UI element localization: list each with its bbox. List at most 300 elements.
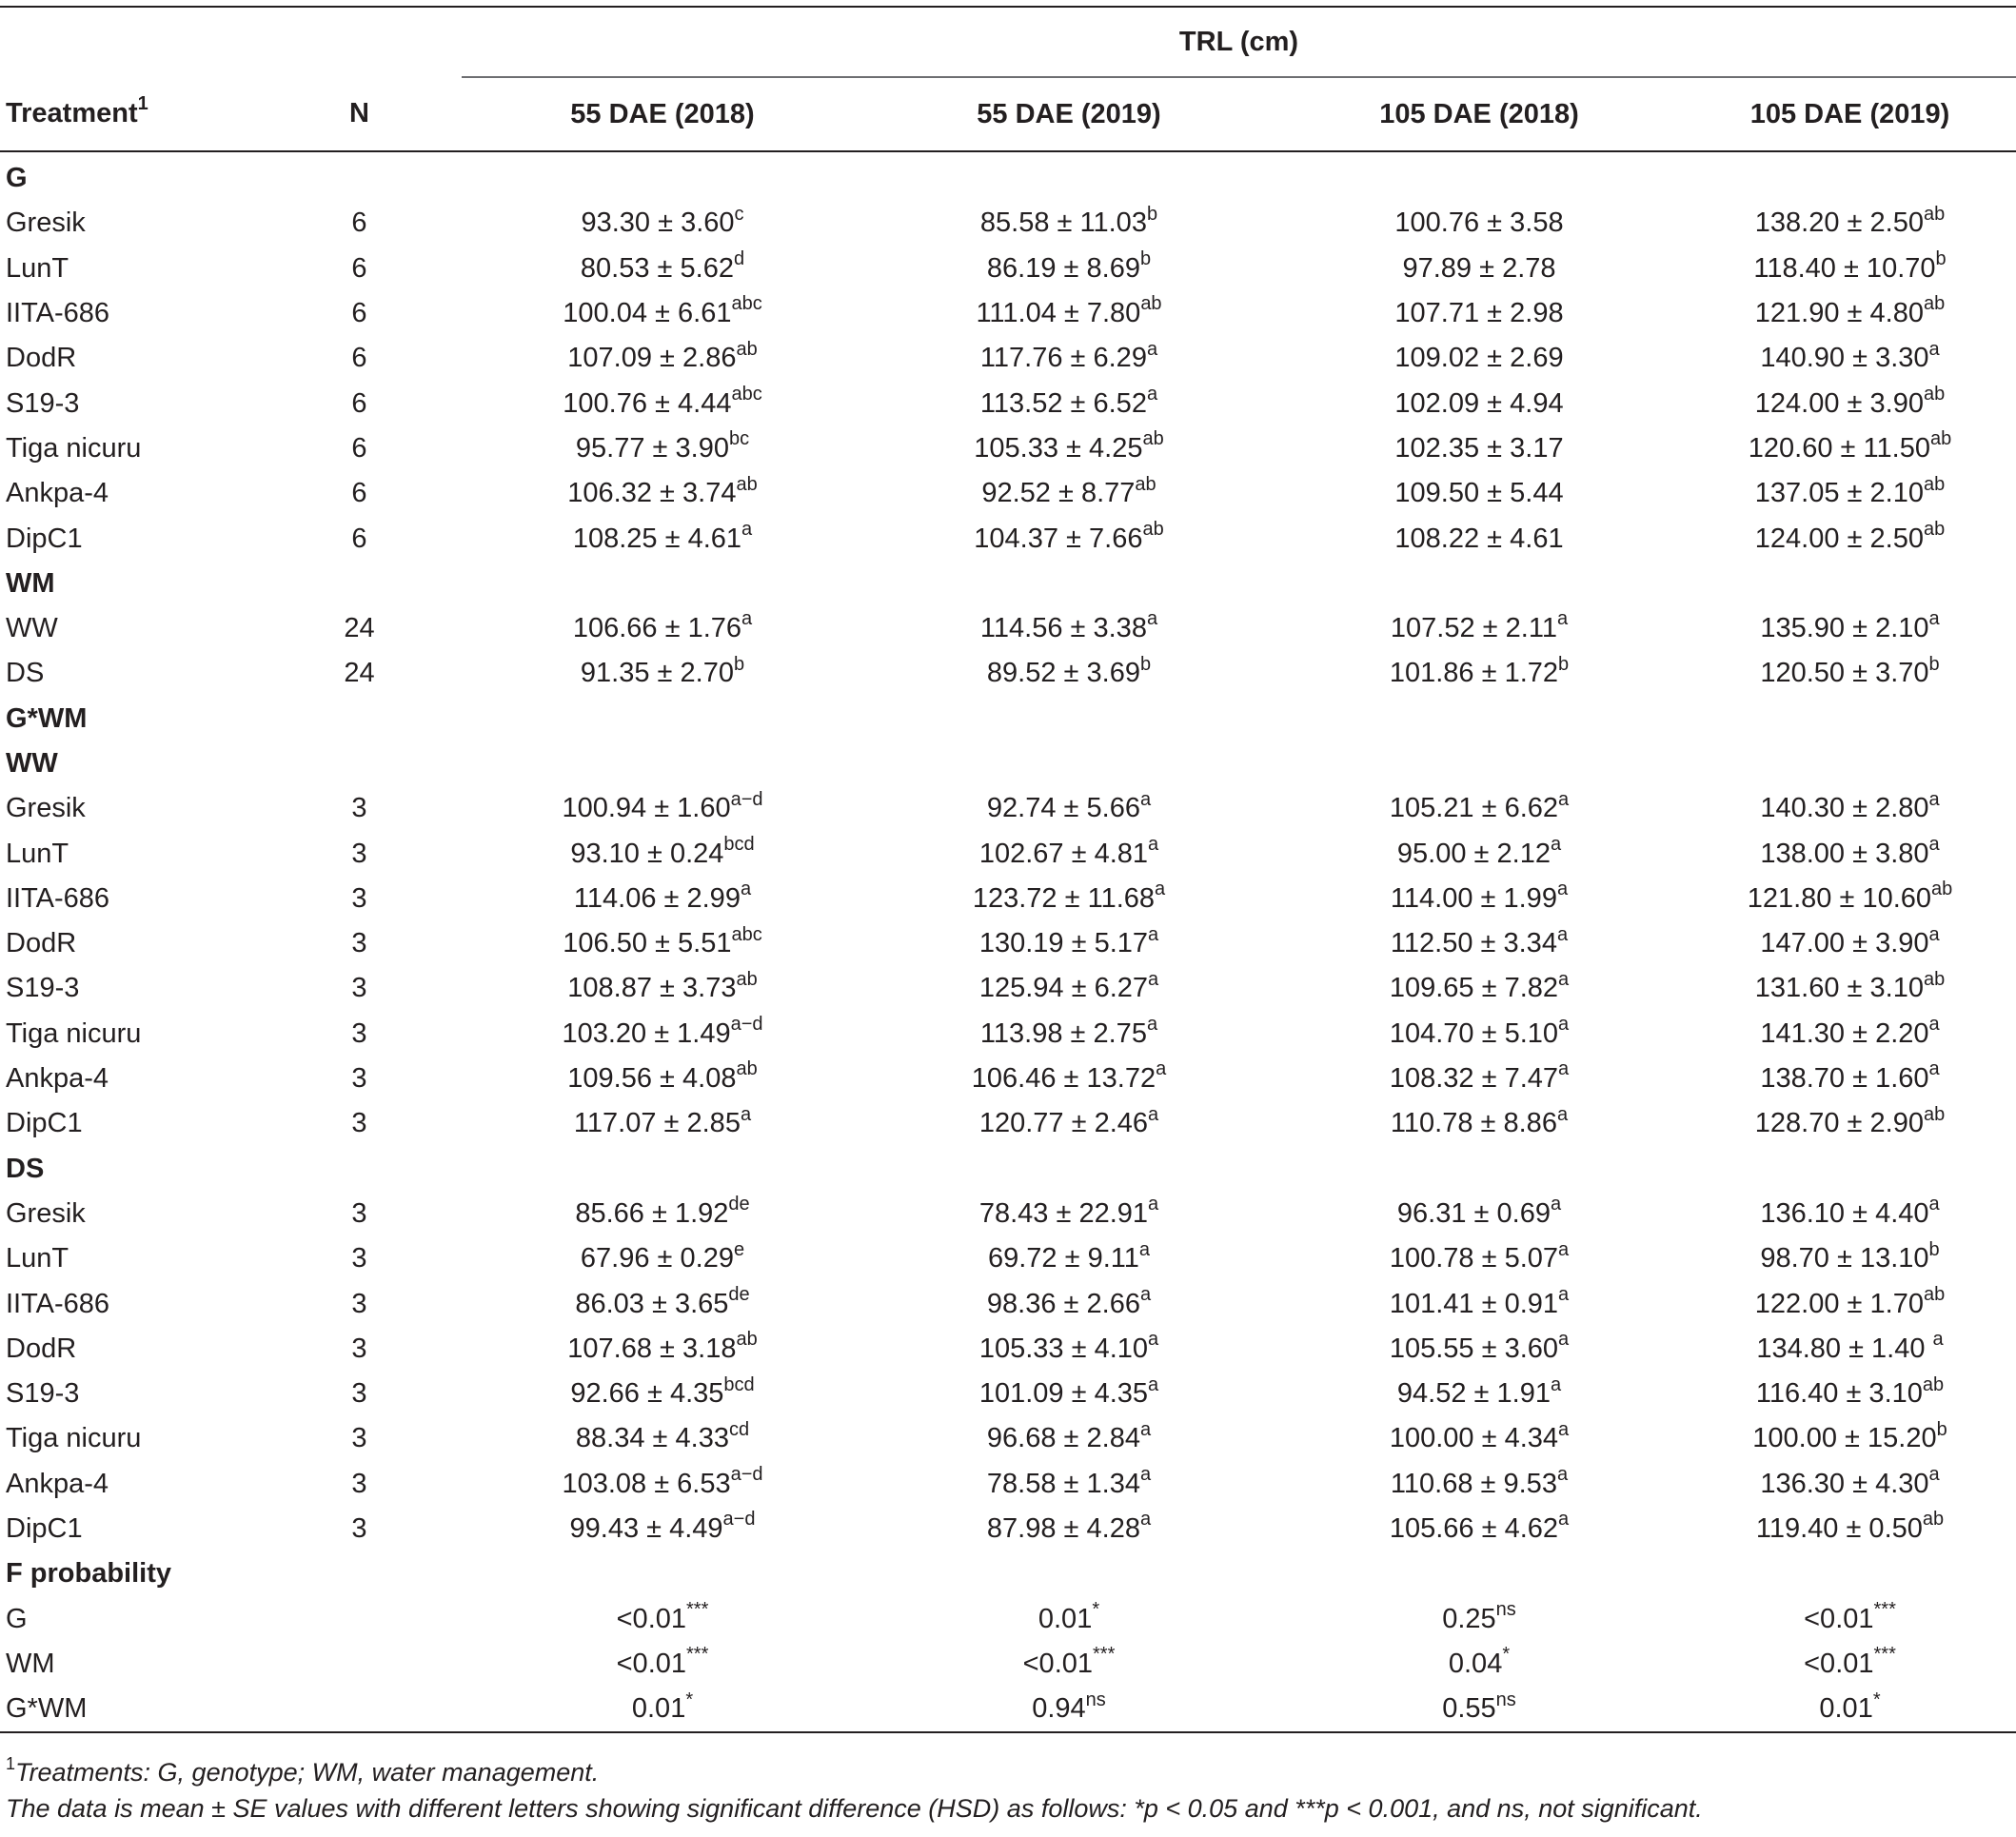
footnotes bbox=[6, 1754, 2005, 1827]
significance-superscript: de bbox=[728, 1194, 750, 1215]
value-cell bbox=[863, 426, 1275, 471]
value-text: 108.32 ± 7.47 bbox=[1389, 1063, 1559, 1095]
value-cell bbox=[1275, 831, 1684, 876]
table-row bbox=[0, 1507, 2016, 1551]
value-cell bbox=[863, 921, 1275, 966]
value-cell bbox=[1684, 921, 2016, 966]
value-cell bbox=[462, 336, 863, 381]
significance-superscript: a bbox=[1932, 1329, 1944, 1351]
value-text: 94.52 ± 1.91 bbox=[1396, 1378, 1551, 1410]
value-text: 109.02 ± 2.69 bbox=[1394, 343, 1564, 374]
value-text: 113.98 ± 2.75 bbox=[979, 1017, 1147, 1049]
significance-superscript: a bbox=[1556, 1103, 1569, 1125]
value-text: <0.01 bbox=[1022, 1648, 1094, 1679]
value-cell bbox=[462, 516, 863, 561]
value-cell bbox=[462, 1597, 863, 1642]
table-row bbox=[0, 1236, 2016, 1281]
value-cell bbox=[1684, 1192, 2016, 1236]
value-cell bbox=[462, 1192, 863, 1236]
value-cell bbox=[863, 1642, 1275, 1687]
value-text: 0.55 bbox=[1442, 1693, 1496, 1725]
value-cell bbox=[1684, 606, 2016, 651]
value-text: 88.34 ± 4.33 bbox=[575, 1423, 729, 1454]
row-label: IITA-686 bbox=[6, 298, 110, 329]
value-text: 110.78 ± 8.86 bbox=[1390, 1108, 1557, 1139]
value-cell bbox=[1684, 1101, 2016, 1146]
value-cell bbox=[863, 291, 1275, 336]
value-text: 92.66 ± 4.35 bbox=[570, 1378, 724, 1410]
value-cell bbox=[863, 471, 1275, 516]
value-text: 106.32 ± 3.74 bbox=[567, 478, 737, 509]
value-cell bbox=[1275, 1642, 1684, 1687]
value-text: 119.40 ± 0.50 bbox=[1755, 1513, 1923, 1545]
significance-superscript: b bbox=[1928, 653, 1940, 675]
value-cell bbox=[462, 1057, 863, 1101]
value-text: 100.00 ± 4.34 bbox=[1389, 1423, 1559, 1454]
value-text: 109.50 ± 5.44 bbox=[1394, 478, 1564, 509]
significance-superscript: b bbox=[733, 653, 745, 675]
table-row bbox=[0, 247, 2016, 291]
table-row bbox=[0, 1687, 2016, 1732]
value-text: 124.00 ± 3.90 bbox=[1754, 387, 1924, 419]
value-cell bbox=[1275, 966, 1684, 1011]
n-header: N bbox=[257, 77, 462, 151]
value-cell bbox=[863, 831, 1275, 876]
value-text: 106.46 ± 13.72 bbox=[971, 1063, 1156, 1095]
significance-superscript: a bbox=[1550, 833, 1562, 855]
table-body bbox=[0, 151, 2016, 1732]
significance-superscript: a bbox=[1558, 1058, 1570, 1080]
value-text: 87.98 ± 4.28 bbox=[986, 1513, 1140, 1545]
value-cell bbox=[1275, 426, 1684, 471]
significance-superscript: abc bbox=[731, 293, 762, 315]
value-cell bbox=[1275, 336, 1684, 381]
table-row bbox=[0, 1372, 2016, 1416]
col-header-105dae-2019: 105 DAE (2019) bbox=[1684, 77, 2016, 151]
blank-header-cell bbox=[0, 8, 257, 77]
value-text: 96.31 ± 0.69 bbox=[1396, 1197, 1551, 1229]
significance-superscript: a bbox=[1558, 1509, 1570, 1531]
section-label: G*WM bbox=[6, 702, 88, 734]
value-cell bbox=[863, 1687, 1275, 1732]
significance-superscript: a bbox=[1146, 1014, 1158, 1036]
significance-superscript: ab bbox=[1923, 473, 1946, 495]
value-text: 101.09 ± 4.35 bbox=[978, 1378, 1149, 1410]
value-text: 100.76 ± 4.44 bbox=[563, 387, 732, 419]
significance-superscript: ab bbox=[1922, 1509, 1945, 1531]
row-label: Gresik bbox=[6, 1197, 86, 1229]
value-cell bbox=[1275, 1012, 1684, 1057]
significance-superscript: a−d bbox=[730, 1014, 763, 1036]
row-n: 3 bbox=[351, 838, 367, 869]
significance-superscript: ns bbox=[1495, 1598, 1516, 1620]
value-text: 137.05 ± 2.10 bbox=[1754, 478, 1924, 509]
row-label: WW bbox=[6, 613, 58, 644]
value-text: 135.90 ± 2.10 bbox=[1760, 613, 1929, 644]
value-text: 138.00 ± 3.80 bbox=[1760, 838, 1929, 869]
value-text: 100.78 ± 5.07 bbox=[1389, 1243, 1559, 1274]
row-n: 6 bbox=[351, 478, 367, 509]
value-cell bbox=[1275, 1192, 1684, 1236]
value-text: 80.53 ± 5.62 bbox=[580, 252, 734, 284]
table-row bbox=[0, 1101, 2016, 1146]
table-row bbox=[0, 1327, 2016, 1372]
significance-superscript: ns bbox=[1085, 1689, 1106, 1710]
value-text: 125.94 ± 6.27 bbox=[978, 973, 1149, 1004]
value-text: 107.09 ± 2.86 bbox=[567, 343, 737, 374]
significance-superscript: a bbox=[1155, 879, 1166, 900]
row-n: 24 bbox=[344, 613, 375, 644]
value-cell bbox=[1275, 1281, 1684, 1326]
row-label: Tiga nicuru bbox=[6, 432, 142, 464]
value-text: 89.52 ± 3.69 bbox=[986, 658, 1140, 689]
value-text: 114.56 ± 3.38 bbox=[979, 613, 1147, 644]
value-text: 128.70 ± 2.90 bbox=[1754, 1108, 1924, 1139]
value-cell bbox=[462, 247, 863, 291]
row-label: S19-3 bbox=[6, 1378, 80, 1410]
row-n: 6 bbox=[351, 432, 367, 464]
table-row bbox=[0, 606, 2016, 651]
value-cell bbox=[462, 201, 863, 246]
value-text: 105.55 ± 3.60 bbox=[1389, 1333, 1559, 1364]
table-row bbox=[0, 1012, 2016, 1057]
value-cell bbox=[462, 1416, 863, 1461]
value-cell bbox=[1684, 471, 2016, 516]
significance-superscript: ab bbox=[1923, 203, 1946, 225]
table-row bbox=[0, 966, 2016, 1011]
value-cell bbox=[863, 651, 1275, 696]
value-cell bbox=[1684, 651, 2016, 696]
value-text: 136.30 ± 4.30 bbox=[1760, 1468, 1929, 1499]
significance-superscript: * bbox=[685, 1689, 694, 1710]
value-text: 108.22 ± 4.61 bbox=[1394, 523, 1564, 554]
significance-superscript: a bbox=[1138, 1238, 1151, 1260]
row-n: 3 bbox=[351, 1243, 367, 1274]
significance-superscript: a bbox=[1148, 1103, 1159, 1125]
blank-header-cell bbox=[257, 8, 462, 77]
value-cell bbox=[462, 1281, 863, 1326]
value-text: 104.70 ± 5.10 bbox=[1389, 1017, 1559, 1049]
significance-superscript: a−d bbox=[722, 1509, 756, 1531]
value-text: 141.30 ± 2.20 bbox=[1760, 1017, 1929, 1049]
value-text: 123.72 ± 11.68 bbox=[972, 882, 1156, 914]
value-text: 107.68 ± 3.18 bbox=[567, 1333, 737, 1364]
col-header-55dae-2018: 55 DAE (2018) bbox=[462, 77, 863, 151]
value-text: 92.52 ± 8.77 bbox=[981, 478, 1136, 509]
significance-superscript: b bbox=[1139, 653, 1152, 675]
significance-superscript: * bbox=[1872, 1689, 1881, 1710]
significance-superscript: ab bbox=[736, 473, 758, 495]
section-label: DS bbox=[6, 1153, 45, 1184]
significance-superscript: a bbox=[1928, 338, 1940, 360]
value-cell bbox=[863, 1101, 1275, 1146]
value-cell bbox=[1684, 1507, 2016, 1551]
treatment-header-label: Treatment bbox=[6, 98, 138, 128]
value-text: 0.01 bbox=[1038, 1603, 1093, 1634]
section-label: WW bbox=[6, 748, 58, 779]
footnote-treatments bbox=[6, 1754, 2005, 1790]
row-label: Ankpa-4 bbox=[6, 478, 109, 509]
value-text: 131.60 ± 3.10 bbox=[1754, 973, 1924, 1004]
section-row bbox=[0, 741, 2016, 786]
table-row bbox=[0, 921, 2016, 966]
row-n: 3 bbox=[351, 928, 367, 959]
value-text: 114.06 ± 2.99 bbox=[573, 882, 741, 914]
value-text: 100.94 ± 1.60 bbox=[562, 793, 731, 824]
row-n: 3 bbox=[351, 1378, 367, 1410]
value-text: 121.80 ± 10.60 bbox=[1747, 882, 1932, 914]
value-text: 105.33 ± 4.25 bbox=[974, 432, 1143, 464]
significance-superscript: a bbox=[1558, 1329, 1570, 1351]
table-row bbox=[0, 291, 2016, 336]
value-text: 100.04 ± 6.61 bbox=[563, 298, 732, 329]
row-label: IITA-686 bbox=[6, 1288, 110, 1319]
section-label: WM bbox=[6, 567, 55, 599]
significance-superscript: a bbox=[1148, 833, 1159, 855]
significance-superscript: a−d bbox=[730, 788, 763, 810]
table-row bbox=[0, 336, 2016, 381]
significance-superscript: a bbox=[1558, 1238, 1570, 1260]
footnote-mark: 1 bbox=[6, 1754, 16, 1773]
row-label: DipC1 bbox=[6, 523, 83, 554]
significance-superscript: a bbox=[1558, 1418, 1570, 1440]
value-text: 106.50 ± 5.51 bbox=[563, 928, 732, 959]
value-cell bbox=[462, 786, 863, 831]
value-cell bbox=[863, 877, 1275, 921]
significance-superscript: a bbox=[1550, 1194, 1562, 1215]
value-cell bbox=[1684, 786, 2016, 831]
value-text: <0.01 bbox=[616, 1648, 687, 1679]
significance-superscript: ab bbox=[736, 1329, 758, 1351]
row-n: 3 bbox=[351, 1288, 367, 1319]
value-text: 107.71 ± 2.98 bbox=[1394, 298, 1564, 329]
value-cell bbox=[1684, 1236, 2016, 1281]
table-row bbox=[0, 471, 2016, 516]
value-text: 93.10 ± 0.24 bbox=[570, 838, 724, 869]
value-cell bbox=[863, 1192, 1275, 1236]
significance-superscript: a bbox=[1928, 608, 1940, 630]
significance-superscript: de bbox=[728, 1283, 750, 1305]
value-cell bbox=[863, 1462, 1275, 1507]
significance-superscript: *** bbox=[686, 1598, 709, 1620]
value-text: 109.56 ± 4.08 bbox=[567, 1063, 737, 1095]
value-cell bbox=[1275, 877, 1684, 921]
value-text: 120.60 ± 11.50 bbox=[1748, 432, 1930, 464]
significance-superscript: a bbox=[741, 518, 753, 540]
value-text: 122.00 ± 1.70 bbox=[1754, 1288, 1924, 1319]
row-label: Ankpa-4 bbox=[6, 1063, 109, 1095]
significance-superscript: *** bbox=[1093, 1644, 1116, 1666]
value-cell bbox=[1684, 877, 2016, 921]
row-label: DS bbox=[6, 658, 45, 689]
row-label: Tiga nicuru bbox=[6, 1017, 142, 1049]
row-n: 3 bbox=[351, 973, 367, 1004]
treatment-header-footnote-mark: 1 bbox=[137, 93, 148, 115]
value-text: <0.01 bbox=[1804, 1603, 1874, 1634]
section-label: G bbox=[6, 163, 28, 194]
value-cell bbox=[1275, 1462, 1684, 1507]
value-cell bbox=[1684, 1687, 2016, 1732]
value-cell bbox=[462, 606, 863, 651]
row-n: 3 bbox=[351, 1063, 367, 1095]
row-n bbox=[257, 1597, 462, 1642]
significance-superscript: a bbox=[1556, 879, 1569, 900]
value-cell bbox=[1684, 336, 2016, 381]
row-label: IITA-686 bbox=[6, 882, 110, 914]
table-row bbox=[0, 1057, 2016, 1101]
significance-superscript: d bbox=[733, 248, 745, 270]
value-cell bbox=[863, 1416, 1275, 1461]
value-cell bbox=[1275, 1372, 1684, 1416]
significance-superscript: a bbox=[1139, 1509, 1152, 1531]
value-cell bbox=[863, 1236, 1275, 1281]
value-cell bbox=[1684, 1281, 2016, 1326]
significance-superscript: b bbox=[1139, 248, 1152, 270]
row-n: 6 bbox=[351, 343, 367, 374]
section-row bbox=[0, 1147, 2016, 1192]
section-row bbox=[0, 1551, 2016, 1596]
significance-superscript: a bbox=[1156, 1058, 1167, 1080]
value-text: 98.36 ± 2.66 bbox=[986, 1288, 1140, 1319]
significance-superscript: ab bbox=[1923, 1103, 1946, 1125]
value-text: 105.33 ± 4.10 bbox=[978, 1333, 1149, 1364]
section-label: F probability bbox=[6, 1558, 171, 1590]
value-text: 101.86 ± 1.72 bbox=[1389, 658, 1559, 689]
significance-superscript: a bbox=[740, 1103, 752, 1125]
significance-superscript: ab bbox=[1135, 473, 1156, 495]
value-text: 117.07 ± 2.85 bbox=[573, 1108, 741, 1139]
value-text: 0.25 bbox=[1442, 1603, 1496, 1634]
value-cell bbox=[1275, 786, 1684, 831]
trl-table bbox=[0, 6, 2016, 1733]
value-cell bbox=[1275, 1236, 1684, 1281]
value-text: 101.41 ± 0.91 bbox=[1389, 1288, 1559, 1319]
value-cell bbox=[1684, 1597, 2016, 1642]
value-cell bbox=[863, 1057, 1275, 1101]
row-label: Tiga nicuru bbox=[6, 1423, 142, 1454]
value-cell bbox=[1275, 606, 1684, 651]
row-n: 3 bbox=[351, 1513, 367, 1545]
value-text: 118.40 ± 10.70 bbox=[1753, 252, 1936, 284]
value-cell bbox=[462, 1327, 863, 1372]
value-text: 67.96 ± 0.29 bbox=[580, 1243, 734, 1274]
row-label: Ankpa-4 bbox=[6, 1468, 109, 1499]
row-n: 6 bbox=[351, 523, 367, 554]
value-cell bbox=[462, 831, 863, 876]
value-text: 113.52 ± 6.52 bbox=[979, 387, 1147, 419]
footnote-treatments-text: Treatments: G, genotype; WM, water management. bbox=[15, 1758, 600, 1787]
value-cell bbox=[462, 471, 863, 516]
value-cell bbox=[863, 1281, 1275, 1326]
col-header-105dae-2018: 105 DAE (2018) bbox=[1275, 77, 1684, 151]
table-row bbox=[0, 1642, 2016, 1687]
table-row bbox=[0, 381, 2016, 425]
value-text: 104.37 ± 7.66 bbox=[974, 523, 1143, 554]
value-text: 97.89 ± 2.78 bbox=[1402, 252, 1556, 284]
row-n: 6 bbox=[351, 207, 367, 239]
value-text: 95.00 ± 2.12 bbox=[1396, 838, 1551, 869]
value-text: 78.43 ± 22.91 bbox=[978, 1197, 1149, 1229]
row-n: 3 bbox=[351, 1423, 367, 1454]
value-cell bbox=[1275, 1101, 1684, 1146]
value-cell bbox=[1275, 516, 1684, 561]
significance-superscript: cd bbox=[728, 1418, 750, 1440]
value-text: <0.01 bbox=[616, 1603, 687, 1634]
significance-superscript: a bbox=[1928, 1194, 1940, 1215]
section-row bbox=[0, 562, 2016, 606]
value-cell bbox=[462, 1236, 863, 1281]
significance-superscript: a bbox=[1558, 788, 1570, 810]
significance-superscript: a bbox=[1556, 923, 1569, 945]
value-cell bbox=[1684, 1057, 2016, 1101]
value-cell bbox=[462, 1012, 863, 1057]
value-text: 112.50 ± 3.34 bbox=[1390, 928, 1557, 959]
value-text: 0.04 bbox=[1448, 1648, 1503, 1679]
value-cell bbox=[1275, 651, 1684, 696]
value-text: 95.77 ± 3.90 bbox=[575, 432, 729, 464]
value-cell bbox=[1275, 1687, 1684, 1732]
value-cell bbox=[462, 426, 863, 471]
significance-superscript: a bbox=[741, 608, 753, 630]
row-label: Gresik bbox=[6, 207, 86, 239]
table-row bbox=[0, 1281, 2016, 1326]
value-cell bbox=[462, 291, 863, 336]
value-cell bbox=[1684, 426, 2016, 471]
value-text: 86.19 ± 8.69 bbox=[986, 252, 1140, 284]
row-n: 3 bbox=[351, 1108, 367, 1139]
value-cell bbox=[1684, 966, 2016, 1011]
value-text: 69.72 ± 9.11 bbox=[987, 1243, 1139, 1274]
significance-superscript: ab bbox=[736, 338, 758, 360]
value-text: 136.10 ± 4.40 bbox=[1760, 1197, 1929, 1229]
significance-superscript: a−d bbox=[730, 1464, 763, 1486]
row-n: 3 bbox=[351, 1017, 367, 1049]
value-cell bbox=[462, 877, 863, 921]
significance-superscript: a bbox=[1148, 1373, 1159, 1395]
value-text: 91.35 ± 2.70 bbox=[580, 658, 734, 689]
row-n: 24 bbox=[344, 658, 375, 689]
significance-superscript: ab bbox=[1142, 518, 1164, 540]
section-row bbox=[0, 151, 2016, 201]
significance-superscript: ab bbox=[1923, 1283, 1946, 1305]
trl-group-header: TRL (cm) bbox=[462, 8, 2016, 77]
value-text: 124.00 ± 2.50 bbox=[1754, 523, 1924, 554]
row-label: DodR bbox=[6, 343, 77, 374]
row-label: DipC1 bbox=[6, 1513, 83, 1545]
value-cell bbox=[863, 1597, 1275, 1642]
significance-superscript: a bbox=[1558, 968, 1570, 990]
significance-superscript: ab bbox=[1923, 968, 1946, 990]
significance-superscript: a bbox=[1928, 833, 1940, 855]
row-label: G*WM bbox=[0, 1687, 257, 1732]
significance-superscript: ab bbox=[1922, 1373, 1945, 1395]
value-cell bbox=[863, 606, 1275, 651]
value-text: 86.03 ± 3.65 bbox=[575, 1288, 729, 1319]
value-cell bbox=[863, 1507, 1275, 1551]
value-text: 92.74 ± 5.66 bbox=[986, 793, 1140, 824]
row-label: LunT bbox=[6, 252, 69, 284]
value-cell bbox=[1275, 1507, 1684, 1551]
value-cell bbox=[1684, 1462, 2016, 1507]
row-n: 3 bbox=[351, 1333, 367, 1364]
significance-superscript: a bbox=[740, 879, 752, 900]
table-row bbox=[0, 1192, 2016, 1236]
value-cell bbox=[863, 516, 1275, 561]
significance-superscript: a bbox=[1148, 1329, 1159, 1351]
value-cell bbox=[1684, 1372, 2016, 1416]
value-cell bbox=[462, 1507, 863, 1551]
significance-superscript: abc bbox=[731, 923, 762, 945]
